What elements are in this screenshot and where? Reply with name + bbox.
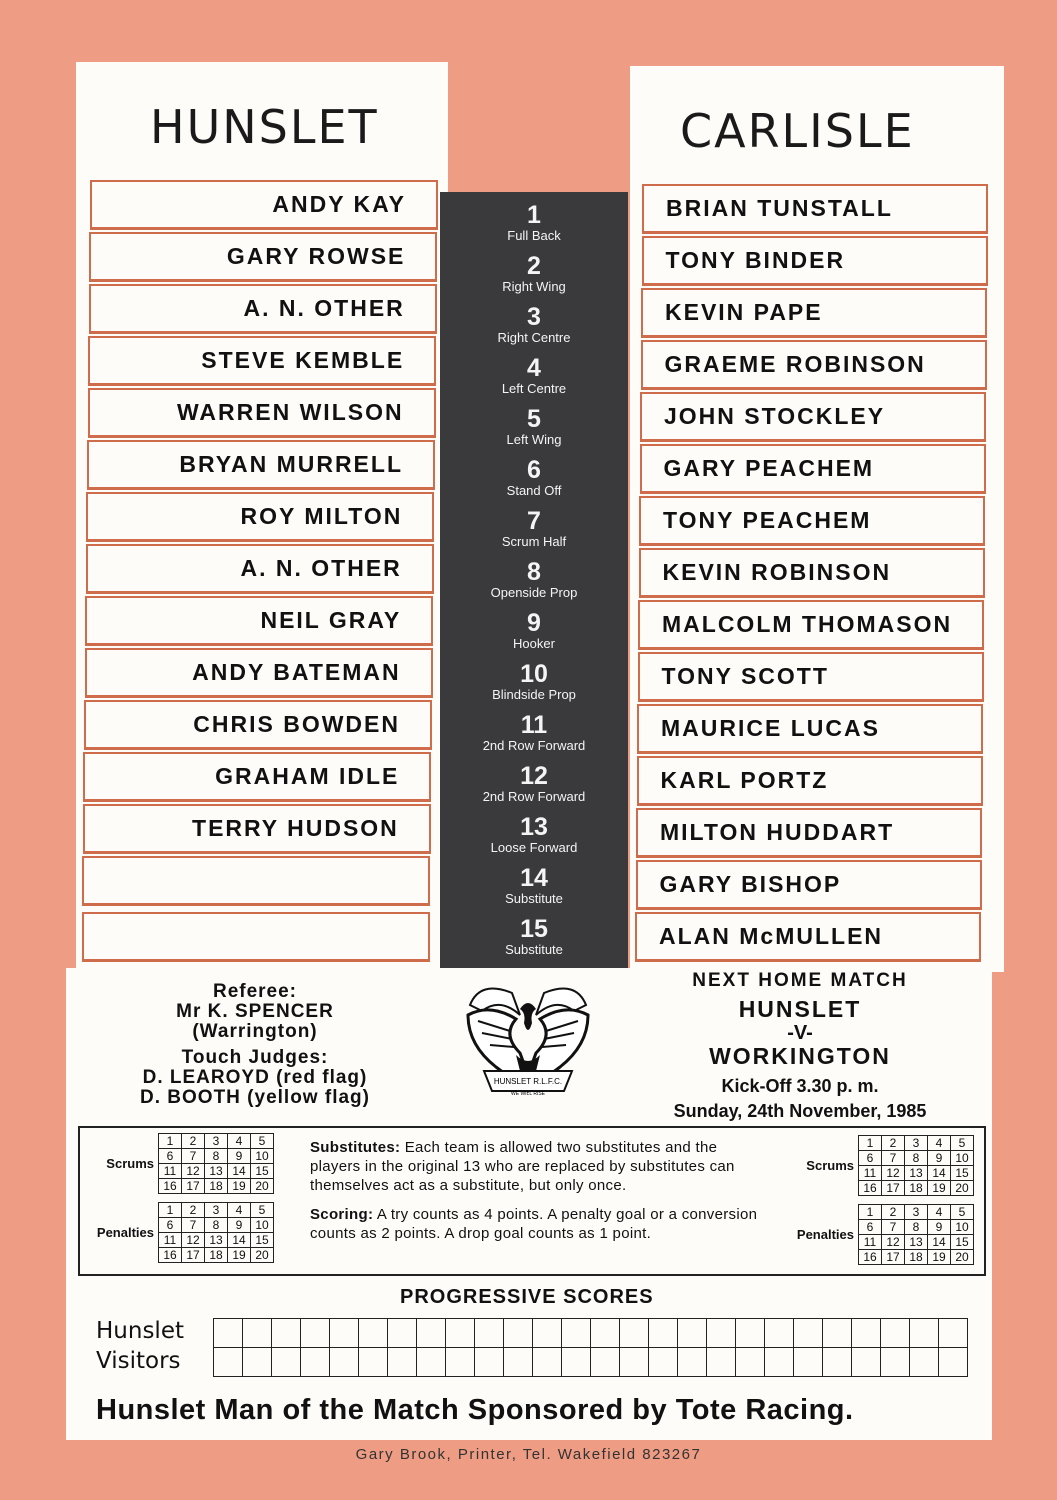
away-player-5: JOHN STOCKLEY [640,392,986,442]
grid-cell[interactable]: 19 [228,1248,251,1263]
away-player-9: MALCOLM THOMASON [638,600,984,650]
scrums-table [858,1135,974,1196]
position-13 [440,814,628,856]
home-player-2: GARY ROWSE [89,232,437,282]
position-4 [440,355,628,397]
position-9 [440,610,628,652]
substitutes-rule [310,1138,772,1195]
grid-cell[interactable]: 18 [905,1181,928,1196]
home-player-7: ROY MILTON [86,492,434,542]
position-5 [440,406,628,448]
progressive-score-cell[interactable] [765,1319,794,1348]
away-penalties-grid [788,1204,974,1265]
progressive-score-cell[interactable] [707,1319,736,1348]
position-label: Loose Forward [490,840,578,855]
next-match-away: WORKINGTON [709,1043,891,1069]
grid-cell[interactable]: 1 [859,1205,882,1220]
progressive-score-cell[interactable] [504,1319,533,1348]
progressive-score-cell[interactable] [330,1319,359,1348]
substitutes-text: Each team is allowed two substitutes and the players in the original 13 who are replaced by substitutes can themselves act as a substitute, but only once. [310,1139,735,1194]
grid-cell[interactable]: 3 [905,1205,928,1220]
position-label: Right Wing [502,279,566,294]
position-label: Right Centre [497,330,571,345]
away-player-11: MAURICE LUCAS [637,704,983,754]
progressive-score-cell[interactable] [649,1348,678,1377]
grid-cell[interactable]: 6 [159,1149,182,1164]
grid-cell[interactable]: 10 [951,1220,974,1235]
progressive-score-cell[interactable] [272,1348,301,1377]
grid-cell[interactable]: 12 [882,1166,905,1181]
position-15 [440,916,628,958]
grid-cell[interactable]: 20 [951,1181,974,1196]
position-number: 15 [520,915,548,943]
position-label: Stand Off [506,483,562,498]
home-player-5: WARREN WILSON [88,388,436,438]
home-player-12: GRAHAM IDLE [83,752,431,802]
progressive-score-cell[interactable] [678,1319,707,1348]
progressive-score-cell[interactable] [301,1319,330,1348]
progressive-score-cell[interactable] [852,1319,881,1348]
progressive-score-cell[interactable] [620,1319,649,1348]
grid-cell[interactable]: 17 [182,1179,205,1194]
grid-cell[interactable]: 17 [882,1250,905,1265]
position-number: 8 [527,558,541,586]
position-number: 2 [527,252,541,280]
officials [100,982,410,1108]
penalties-label: Penalties [96,1225,154,1240]
grid-cell[interactable]: 1 [859,1136,882,1151]
next-match-date: Sunday, 24th November, 1985 [673,1101,927,1121]
home-player-15 [82,912,430,962]
progressive-score-cell[interactable] [417,1319,446,1348]
progressive-score-cell[interactable] [794,1319,823,1348]
away-player-4: GRAEME ROBINSON [641,340,987,390]
away-player-6: GARY PEACHEM [640,444,986,494]
grid-cell[interactable]: 16 [159,1248,182,1263]
grid-cell[interactable]: 6 [859,1151,882,1166]
phoenix-crest-icon [460,975,596,1101]
away-scrums-grid [788,1135,974,1196]
scrums-label: Scrums [106,1156,154,1171]
away-player-3: KEVIN PAPE [641,288,987,338]
progressive-score-cell[interactable] [475,1319,504,1348]
home-player-8: A. N. OTHER [86,544,434,594]
progressive-score-cell[interactable] [823,1348,852,1377]
grid-cell[interactable]: 9 [928,1151,951,1166]
progressive-score-cell[interactable] [272,1319,301,1348]
progressive-score-cell[interactable] [881,1348,910,1377]
position-label: Full Back [507,228,561,243]
touch-judge-2: D. BOOTH (yellow flag) [140,1087,370,1108]
grid-cell[interactable]: 18 [205,1248,228,1263]
grid-cell[interactable]: 19 [928,1181,951,1196]
grid-cell[interactable]: 7 [882,1220,905,1235]
position-2 [440,253,628,295]
grid-cell[interactable]: 19 [228,1179,251,1194]
progressive-score-cell[interactable] [765,1348,794,1377]
home-scrums-grid [88,1133,274,1194]
progressive-score-cell[interactable] [910,1348,939,1377]
progressive-score-cell[interactable] [910,1319,939,1348]
away-player-8: KEVIN ROBINSON [639,548,985,598]
grid-cell[interactable]: 17 [182,1248,205,1263]
grid-cell[interactable]: 2 [882,1205,905,1220]
progressive-score-cell[interactable] [939,1348,968,1377]
position-number: 4 [527,354,541,382]
grid-cell[interactable]: 11 [159,1233,182,1248]
grid-cell[interactable]: 2 [182,1134,205,1149]
home-player-4: STEVE KEMBLE [88,336,436,386]
home-player-11: CHRIS BOWDEN [84,700,432,750]
grid-cell[interactable]: 10 [251,1149,274,1164]
position-label: Openside Prop [490,585,578,600]
grid-cell[interactable]: 4 [928,1205,951,1220]
position-label: 2nd Row Forward [482,789,586,804]
progressive-score-cell[interactable] [533,1348,562,1377]
grid-cell[interactable]: 16 [859,1250,882,1265]
position-number: 10 [520,660,548,688]
grid-cell[interactable]: 15 [251,1233,274,1248]
progressive-score-cell[interactable] [475,1348,504,1377]
progressive-score-cell[interactable] [533,1319,562,1348]
scrums-label: Scrums [806,1158,854,1173]
position-number: 12 [520,762,548,790]
home-penalties-grid [88,1202,274,1263]
grid-cell[interactable]: 6 [859,1220,882,1235]
position-11 [440,712,628,754]
grid-cell[interactable]: 5 [251,1134,274,1149]
grid-cell[interactable]: 18 [905,1250,928,1265]
grid-cell[interactable]: 2 [182,1203,205,1218]
away-player-14: GARY BISHOP [636,860,982,910]
grid-cell[interactable]: 15 [251,1164,274,1179]
grid-cell[interactable]: 5 [951,1136,974,1151]
progressive-score-cell[interactable] [562,1348,591,1377]
grid-cell[interactable]: 7 [182,1218,205,1233]
grid-cell[interactable]: 7 [882,1151,905,1166]
position-number: 5 [527,405,541,433]
next-match-vs: -V- [787,1022,813,1044]
positions-column [440,192,628,968]
progressive-score-cell[interactable] [301,1348,330,1377]
position-label: Left Wing [506,432,562,447]
grid-cell[interactable]: 19 [928,1250,951,1265]
grid-cell[interactable]: 14 [228,1233,251,1248]
grid-cell[interactable]: 3 [905,1136,928,1151]
penalties-table [158,1202,274,1263]
progressive-score-cell[interactable] [620,1348,649,1377]
penalties-table [858,1204,974,1265]
position-number: 13 [520,813,548,841]
progressive-score-cell[interactable] [359,1319,388,1348]
grid-cell[interactable]: 8 [205,1218,228,1233]
printer-credit: Gary Brook, Printer, Tel. Wakefield 823267 [355,1446,702,1463]
progressive-score-cell[interactable] [243,1348,272,1377]
position-number: 6 [527,456,541,484]
grid-cell[interactable]: 13 [205,1233,228,1248]
position-1 [440,202,628,244]
away-team-title: CARLISLE [680,104,915,158]
away-player-1: BRIAN TUNSTALL [642,184,988,234]
position-label: Blindside Prop [492,687,576,702]
position-number: 3 [527,303,541,331]
scoring-rule [310,1205,772,1243]
grid-cell[interactable]: 13 [905,1166,928,1181]
home-team-title: HUNSLET [150,100,379,154]
grid-cell[interactable]: 6 [159,1218,182,1233]
position-label: Left Centre [501,381,567,396]
scrums-table [158,1133,274,1194]
progressive-score-cell[interactable] [243,1319,272,1348]
position-label: Hooker [513,636,555,651]
away-player-13: MILTON HUDDART [636,808,982,858]
position-7 [440,508,628,550]
grid-cell[interactable]: 4 [228,1203,251,1218]
position-label: Scrum Half [501,534,567,549]
grid-cell[interactable]: 20 [951,1250,974,1265]
grid-cell[interactable]: 17 [882,1181,905,1196]
home-player-3: A. N. OTHER [89,284,437,334]
grid-cell[interactable]: 15 [951,1166,974,1181]
progressive-score-cell[interactable] [359,1348,388,1377]
grid-cell[interactable]: 2 [882,1136,905,1151]
progressive-score-cell[interactable] [736,1319,765,1348]
progressive-score-cell[interactable] [707,1348,736,1377]
progressive-home-label: Hunslet [96,1318,184,1344]
grid-cell[interactable]: 10 [951,1151,974,1166]
crest-motto: WE WILL RISE [511,1091,545,1097]
next-match-kickoff: Kick-Off 3.30 p. m. [721,1076,879,1096]
away-player-12: KARL PORTZ [637,756,983,806]
grid-cell[interactable]: 10 [251,1218,274,1233]
touch-judges-heading: Touch Judges: [181,1047,329,1068]
progressive-score-cell[interactable] [939,1319,968,1348]
crest-text: HUNSLET R.L.F.C. [493,1077,563,1086]
home-player-1: ANDY KAY [90,180,438,230]
grid-cell[interactable]: 16 [859,1181,882,1196]
scoring-heading: Scoring: [310,1206,374,1223]
referee-from: (Warrington) [192,1021,318,1042]
position-number: 9 [527,609,541,637]
progressive-score-cell[interactable] [504,1348,533,1377]
progressive-score-cell[interactable] [823,1319,852,1348]
grid-cell[interactable]: 14 [228,1164,251,1179]
scoring-text: A try counts as 4 points. A penalty goal or a conversion counts as 2 points. A drop goal counts as 1 point. [310,1206,758,1242]
grid-cell[interactable]: 12 [882,1235,905,1250]
grid-cell[interactable]: 9 [228,1149,251,1164]
progressive-score-cell[interactable] [388,1319,417,1348]
grid-cell[interactable]: 15 [951,1235,974,1250]
next-home-match [640,968,960,1122]
home-player-14 [82,856,430,906]
progressive-score-cell[interactable] [388,1348,417,1377]
position-14 [440,865,628,907]
progressive-score-cell[interactable] [591,1348,620,1377]
position-label: Substitute [505,891,563,906]
home-player-6: BRYAN MURRELL [87,440,435,490]
progressive-score-cell[interactable] [417,1348,446,1377]
next-match-heading: NEXT HOME MATCH [692,970,908,991]
grid-cell[interactable]: 3 [205,1203,228,1218]
home-player-13: TERRY HUDSON [83,804,431,854]
position-number: 1 [527,201,541,229]
grid-cell[interactable]: 16 [159,1179,182,1194]
progressive-score-cell[interactable] [881,1319,910,1348]
away-player-2: TONY BINDER [642,236,988,286]
grid-cell[interactable]: 12 [182,1233,205,1248]
grid-cell[interactable]: 8 [905,1220,928,1235]
progressive-score-cell[interactable] [591,1319,620,1348]
progressive-score-cell[interactable] [678,1348,707,1377]
grid-cell[interactable]: 9 [928,1220,951,1235]
sponsor-line: Hunslet Man of the Match Sponsored by Tote Racing. [96,1394,854,1426]
grid-cell[interactable]: 18 [205,1179,228,1194]
progressive-score-cell[interactable] [330,1348,359,1377]
referee-heading: Referee: [212,981,298,1002]
grid-cell[interactable]: 20 [251,1248,274,1263]
grid-cell[interactable]: 4 [228,1134,251,1149]
progressive-score-cell[interactable] [852,1348,881,1377]
position-number: 14 [520,864,548,892]
grid-cell[interactable]: 13 [905,1235,928,1250]
grid-cell[interactable]: 1 [159,1203,182,1218]
progressive-scores-grid [213,1318,968,1377]
position-12 [440,763,628,805]
position-number: 7 [527,507,541,535]
grid-cell[interactable]: 13 [205,1164,228,1179]
progressive-score-cell[interactable] [736,1348,765,1377]
position-6 [440,457,628,499]
progressive-score-cell[interactable] [214,1348,243,1377]
penalties-label: Penalties [796,1227,854,1242]
position-label: 2nd Row Forward [482,738,586,753]
progressive-away-label: Visitors [96,1348,181,1374]
grid-cell[interactable]: 1 [159,1134,182,1149]
away-player-7: TONY PEACHEM [639,496,985,546]
home-player-10: ANDY BATEMAN [85,648,433,698]
progressive-scores-title: PROGRESSIVE SCORES [400,1286,654,1308]
grid-cell[interactable]: 12 [182,1164,205,1179]
grid-cell[interactable]: 14 [928,1235,951,1250]
grid-cell[interactable]: 8 [905,1151,928,1166]
away-player-10: TONY SCOTT [638,652,984,702]
grid-cell[interactable]: 3 [205,1134,228,1149]
progressive-score-cell[interactable] [214,1319,243,1348]
progressive-score-cell[interactable] [649,1319,678,1348]
club-crest [460,975,596,1101]
grid-cell[interactable]: 11 [859,1235,882,1250]
referee-name: Mr K. SPENCER [176,1001,334,1022]
substitutes-heading: Substitutes: [310,1139,401,1156]
progressive-score-cell[interactable] [794,1348,823,1377]
home-player-9: NEIL GRAY [85,596,433,646]
touch-judge-1: D. LEAROYD (red flag) [142,1067,368,1088]
grid-cell[interactable]: 20 [251,1179,274,1194]
away-player-15: ALAN McMULLEN [635,912,981,962]
progressive-score-cell[interactable] [446,1319,475,1348]
grid-cell[interactable]: 5 [951,1205,974,1220]
position-3 [440,304,628,346]
grid-cell[interactable]: 14 [928,1166,951,1181]
grid-cell[interactable]: 8 [205,1149,228,1164]
progressive-score-cell[interactable] [446,1348,475,1377]
grid-cell[interactable]: 9 [228,1218,251,1233]
grid-cell[interactable]: 11 [159,1164,182,1179]
position-label: Substitute [505,942,563,957]
grid-cell[interactable]: 4 [928,1136,951,1151]
position-8 [440,559,628,601]
grid-cell[interactable]: 11 [859,1166,882,1181]
grid-cell[interactable]: 7 [182,1149,205,1164]
position-number: 11 [520,711,548,739]
grid-cell[interactable]: 5 [251,1203,274,1218]
next-match-home: HUNSLET [738,996,862,1022]
position-10 [440,661,628,703]
progressive-score-cell[interactable] [562,1319,591,1348]
